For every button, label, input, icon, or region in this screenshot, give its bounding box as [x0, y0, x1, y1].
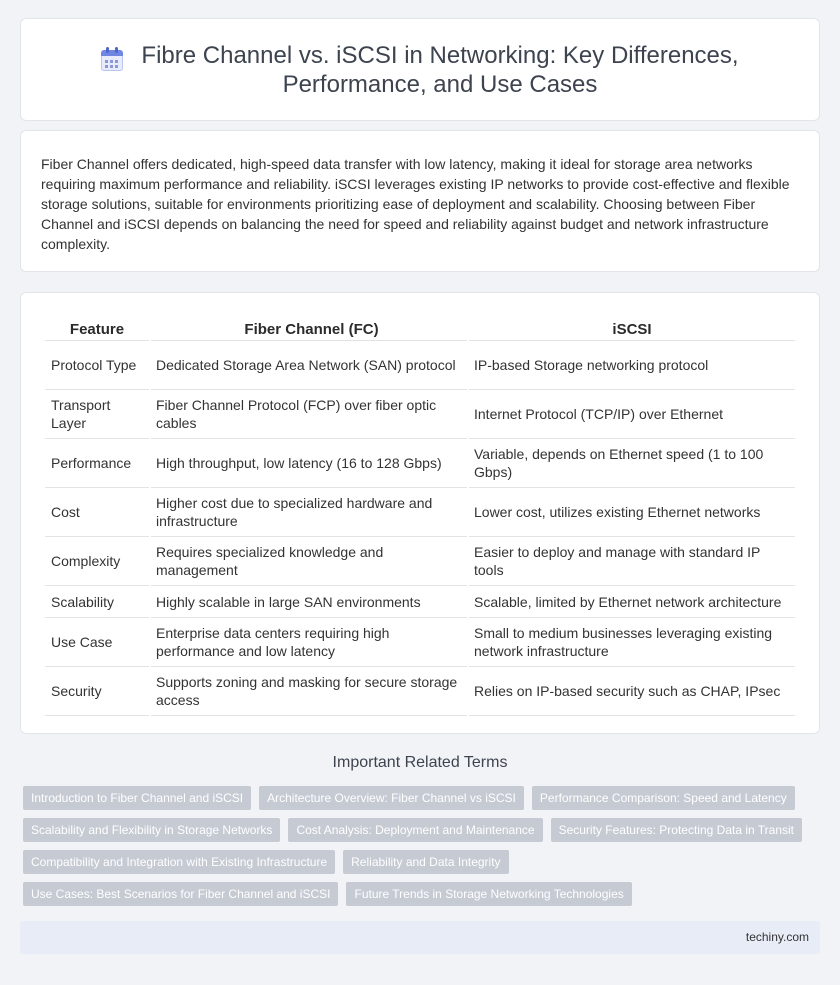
- table-row: [45, 488, 795, 537]
- calendar-icon: [101, 47, 123, 71]
- related-term-tag[interactable]: Introduction to Fiber Channel and iSCSI: [23, 786, 251, 810]
- related-terms-list: [23, 786, 813, 914]
- header-iscsi: iSCSI: [469, 313, 795, 341]
- related-term-tag[interactable]: Security Features: Protecting Data in Transit: [551, 818, 802, 842]
- title-card: [20, 18, 820, 121]
- cell-feature: Use Case: [45, 618, 149, 667]
- header-fiber-channel: Fiber Channel (FC): [151, 313, 467, 341]
- table-row: [45, 439, 795, 488]
- related-term-tag[interactable]: Performance Comparison: Speed and Latency: [532, 786, 795, 810]
- cell-fc: Highly scalable in large SAN environments: [151, 586, 467, 618]
- cell-feature: Transport Layer: [45, 390, 149, 439]
- cell-fc: Higher cost due to specialized hardware and infrastructure: [151, 488, 467, 537]
- related-term-tag[interactable]: Architecture Overview: Fiber Channel vs iSCSI: [259, 786, 524, 810]
- related-term-tag[interactable]: Reliability and Data Integrity: [343, 850, 508, 874]
- comparison-table: [43, 313, 797, 716]
- footer: [20, 921, 820, 954]
- cell-fc: Enterprise data centers requiring high performance and low latency: [151, 618, 467, 667]
- comparison-table-card: [20, 292, 820, 734]
- related-term-tag[interactable]: Cost Analysis: Deployment and Maintenance: [288, 818, 542, 842]
- footer-site-link[interactable]: techiny.com: [745, 930, 809, 944]
- title-line-1: Fibre Channel vs. iSCSI in Networking: Key Differences,: [141, 41, 739, 69]
- cell-fc: Supports zoning and masking for secure storage access: [151, 667, 467, 716]
- cell-fc: High throughput, low latency (16 to 128 Gbps): [151, 439, 467, 488]
- table-row: [45, 341, 795, 390]
- cell-iscsi: Internet Protocol (TCP/IP) over Ethernet: [469, 390, 795, 439]
- cell-fc: Dedicated Storage Area Network (SAN) protocol: [151, 341, 467, 390]
- cell-iscsi: Scalable, limited by Ethernet network architecture: [469, 586, 795, 618]
- page-title: [141, 41, 738, 99]
- related-term-tag[interactable]: Future Trends in Storage Networking Technologies: [346, 882, 631, 906]
- cell-iscsi: Lower cost, utilizes existing Ethernet networks: [469, 488, 795, 537]
- related-terms-title: Important Related Terms: [332, 754, 508, 771]
- table-row: [45, 667, 795, 716]
- header-feature: Feature: [45, 313, 149, 341]
- cell-iscsi: IP-based Storage networking protocol: [469, 341, 795, 390]
- intro-card: [20, 130, 820, 272]
- cell-feature: Performance: [45, 439, 149, 488]
- cell-iscsi: Small to medium businesses leveraging existing network infrastructure: [469, 618, 795, 667]
- related-term-tag[interactable]: Use Cases: Best Scenarios for Fiber Channel and iSCSI: [23, 882, 338, 906]
- cell-iscsi: Easier to deploy and manage with standard IP tools: [469, 537, 795, 586]
- cell-feature: Cost: [45, 488, 149, 537]
- related-term-tag[interactable]: Scalability and Flexibility in Storage Networks: [23, 818, 280, 842]
- table-header-row: [45, 313, 795, 341]
- title-line-2: Performance, and Use Cases: [282, 70, 598, 98]
- cell-feature: Protocol Type: [45, 341, 149, 390]
- cell-feature: Scalability: [45, 586, 149, 618]
- related-term-tag[interactable]: Compatibility and Integration with Existing Infrastructure: [23, 850, 335, 874]
- cell-feature: Security: [45, 667, 149, 716]
- table-row: [45, 618, 795, 667]
- intro-paragraph: Fiber Channel offers dedicated, high-speed data transfer with low latency, making it ideal for storage area networks requiring maximum performance and reliability. iSCSI leverages existing IP networks to provide cost-effective and flexible storage solutions, suitable for environments prioritizing ease of deployment and scalability. Choosing between Fiber Channel and iSCSI depends on balancing the need for speed and reliability against budget and network infrastructure complexity.: [41, 156, 790, 252]
- table-row: [45, 537, 795, 586]
- cell-fc: Fiber Channel Protocol (FCP) over fiber optic cables: [151, 390, 467, 439]
- cell-iscsi: Variable, depends on Ethernet speed (1 to 100 Gbps): [469, 439, 795, 488]
- table-row: [45, 390, 795, 439]
- cell-fc: Requires specialized knowledge and management: [151, 537, 467, 586]
- cell-iscsi: Relies on IP-based security such as CHAP, IPsec: [469, 667, 795, 716]
- cell-feature: Complexity: [45, 537, 149, 586]
- table-row: [45, 586, 795, 618]
